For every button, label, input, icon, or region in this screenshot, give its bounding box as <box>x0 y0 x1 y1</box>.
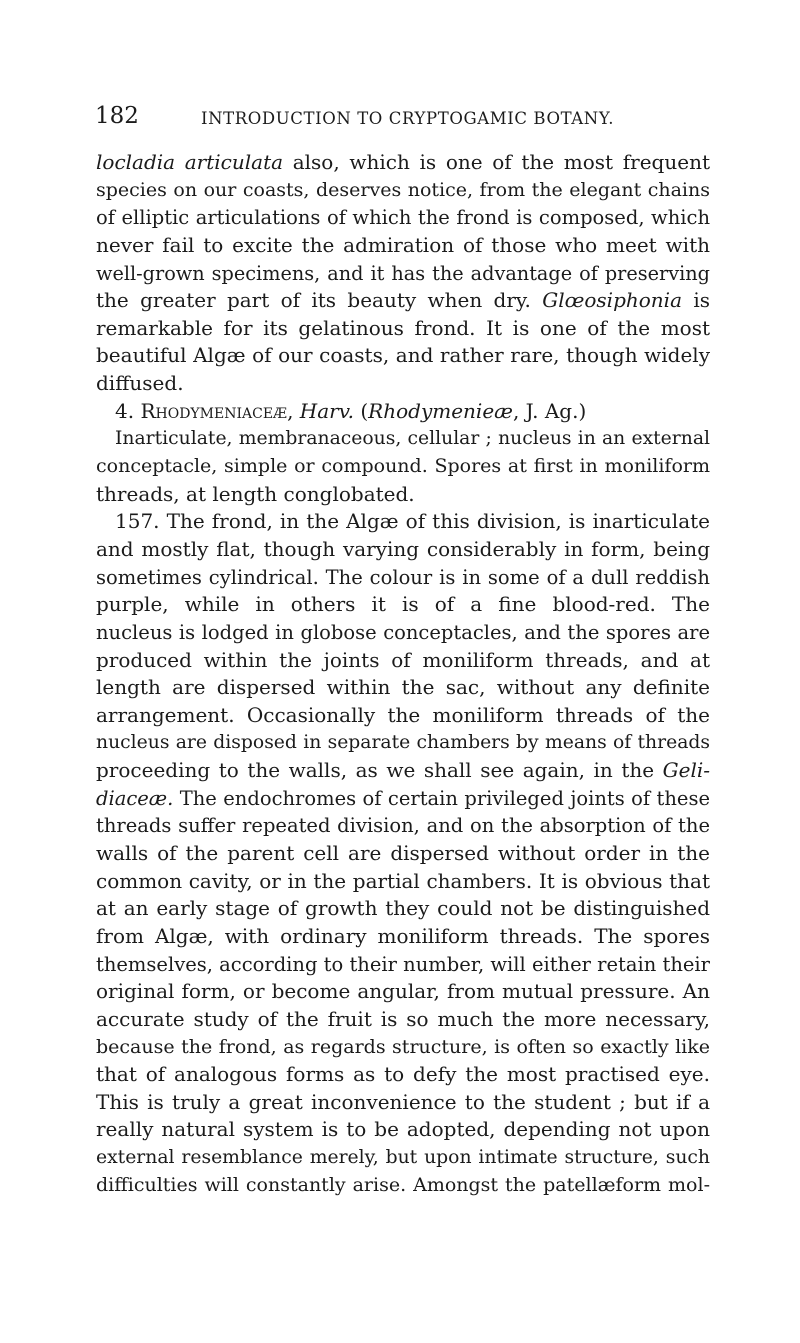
text-line: accurate study of the fruit is so much the more necessary, <box>96 1006 710 1031</box>
page-number: 182 <box>95 103 139 129</box>
text-line: at an early stage of growth they could not be distinguished <box>96 896 710 921</box>
text-line: original form, or become angular, from mutual pressure. An <box>96 979 710 1004</box>
text-line: length are dispersed within the sac, without any definite <box>96 675 710 700</box>
text-line: arrangement. Occasionally the moniliform threads of the <box>96 702 710 727</box>
text-line: remarkable for its gelatinous frond. It is one of the most <box>96 315 710 340</box>
running-title: INTRODUCTION TO CRYPTOGAMIC BOTANY. <box>201 109 615 128</box>
text-line: purple, while in others it is of a fine blood-red. The <box>96 592 710 617</box>
text-line: and mostly flat, though varying considerably in form, being <box>96 536 710 561</box>
text-line: external resemblance merely, but upon intimate structure, such <box>96 1147 710 1169</box>
text-line: diffused. <box>96 371 184 396</box>
text-line: because the frond, as regards structure, is often so exactly like <box>96 1035 710 1058</box>
family-name: Rhodymeniaceæ <box>140 398 288 423</box>
text-line: themselves, according to their number, will either retain their <box>96 952 710 976</box>
text-line: 4. Rhodymeniaceæ, Harv. (Rhodymenieæ, J. Ag.) <box>115 398 587 423</box>
text-line: locladia articulata also, which is one of the most frequent <box>96 150 710 174</box>
taxon-name: diaceæ. <box>96 786 174 810</box>
text-line: from Algæ, with ordinary moniliform threads. The spores <box>96 923 710 948</box>
text-line: nucleus is lodged in globose conceptacles, and the spores are <box>96 620 710 644</box>
text-line: beautiful Algæ of our coasts, and rather rare, though widely <box>96 343 710 368</box>
text-line: diaceæ. The endochromes of certain privileged joints of these <box>96 786 710 810</box>
text-line: really natural system is to be adopted, depending not upon <box>96 1117 710 1142</box>
text-line: Inarticulate, membranaceous, cellular ; nucleus in an external <box>115 428 710 450</box>
text-line: threads suffer repeated division, and on the absorption of the <box>96 814 710 838</box>
taxon-name: Glœosiphonia <box>542 288 682 313</box>
diagnosis-paragraph <box>96 425 710 508</box>
text-line: conceptacle, simple or compound. Spores at first in moniliform <box>96 455 710 478</box>
page-body <box>96 149 710 1199</box>
text-line: of elliptic articulations of which the frond is composed, which <box>96 206 710 230</box>
text-line: species on our coasts, deserves notice, from the elegant chains <box>96 178 710 201</box>
text-line: produced within the joints of moniliform threads, and at <box>96 647 710 672</box>
page-header <box>95 103 715 139</box>
text-line: that of analogous forms as to defy the most practised eye. <box>96 1062 710 1087</box>
text-line: well-grown specimens, and it has the advantage of preserving <box>96 261 710 285</box>
text-line: walls of the parent cell are dispersed without order in the <box>96 841 710 866</box>
text-line: never fail to excite the admiration of those who meet with <box>96 232 710 257</box>
text-line: common cavity, or in the partial chambers. It is obvious that <box>96 868 710 893</box>
taxon-name: Geli- <box>662 758 710 783</box>
text-line: difficulties will constantly arise. Amongst the patellæform mol- <box>96 1173 710 1196</box>
paragraph-157 <box>96 508 710 1199</box>
paragraph-continued <box>96 149 710 398</box>
section-heading <box>96 398 710 426</box>
text-line: nucleus are disposed in separate chambers by means of threads <box>96 732 710 754</box>
text-line: the greater part of its beauty when dry. Glœosiphonia is <box>96 288 710 313</box>
text-line: proceeding to the walls, as we shall see again, in the Geli- <box>96 758 710 783</box>
text-line: threads, at length conglobated. <box>96 481 415 506</box>
authority: Harv. <box>299 398 354 423</box>
text-line: sometimes cylindrical. The colour is in some of a dull reddish <box>96 565 710 589</box>
text-line: 157. The frond, in the Algæ of this division, is inarticulate <box>115 509 710 534</box>
taxon-name: locladia articulata <box>96 150 284 174</box>
text-line: This is truly a great inconvenience to the student ; but if a <box>96 1089 710 1114</box>
alternate-name: Rhodymenieæ <box>368 398 513 423</box>
